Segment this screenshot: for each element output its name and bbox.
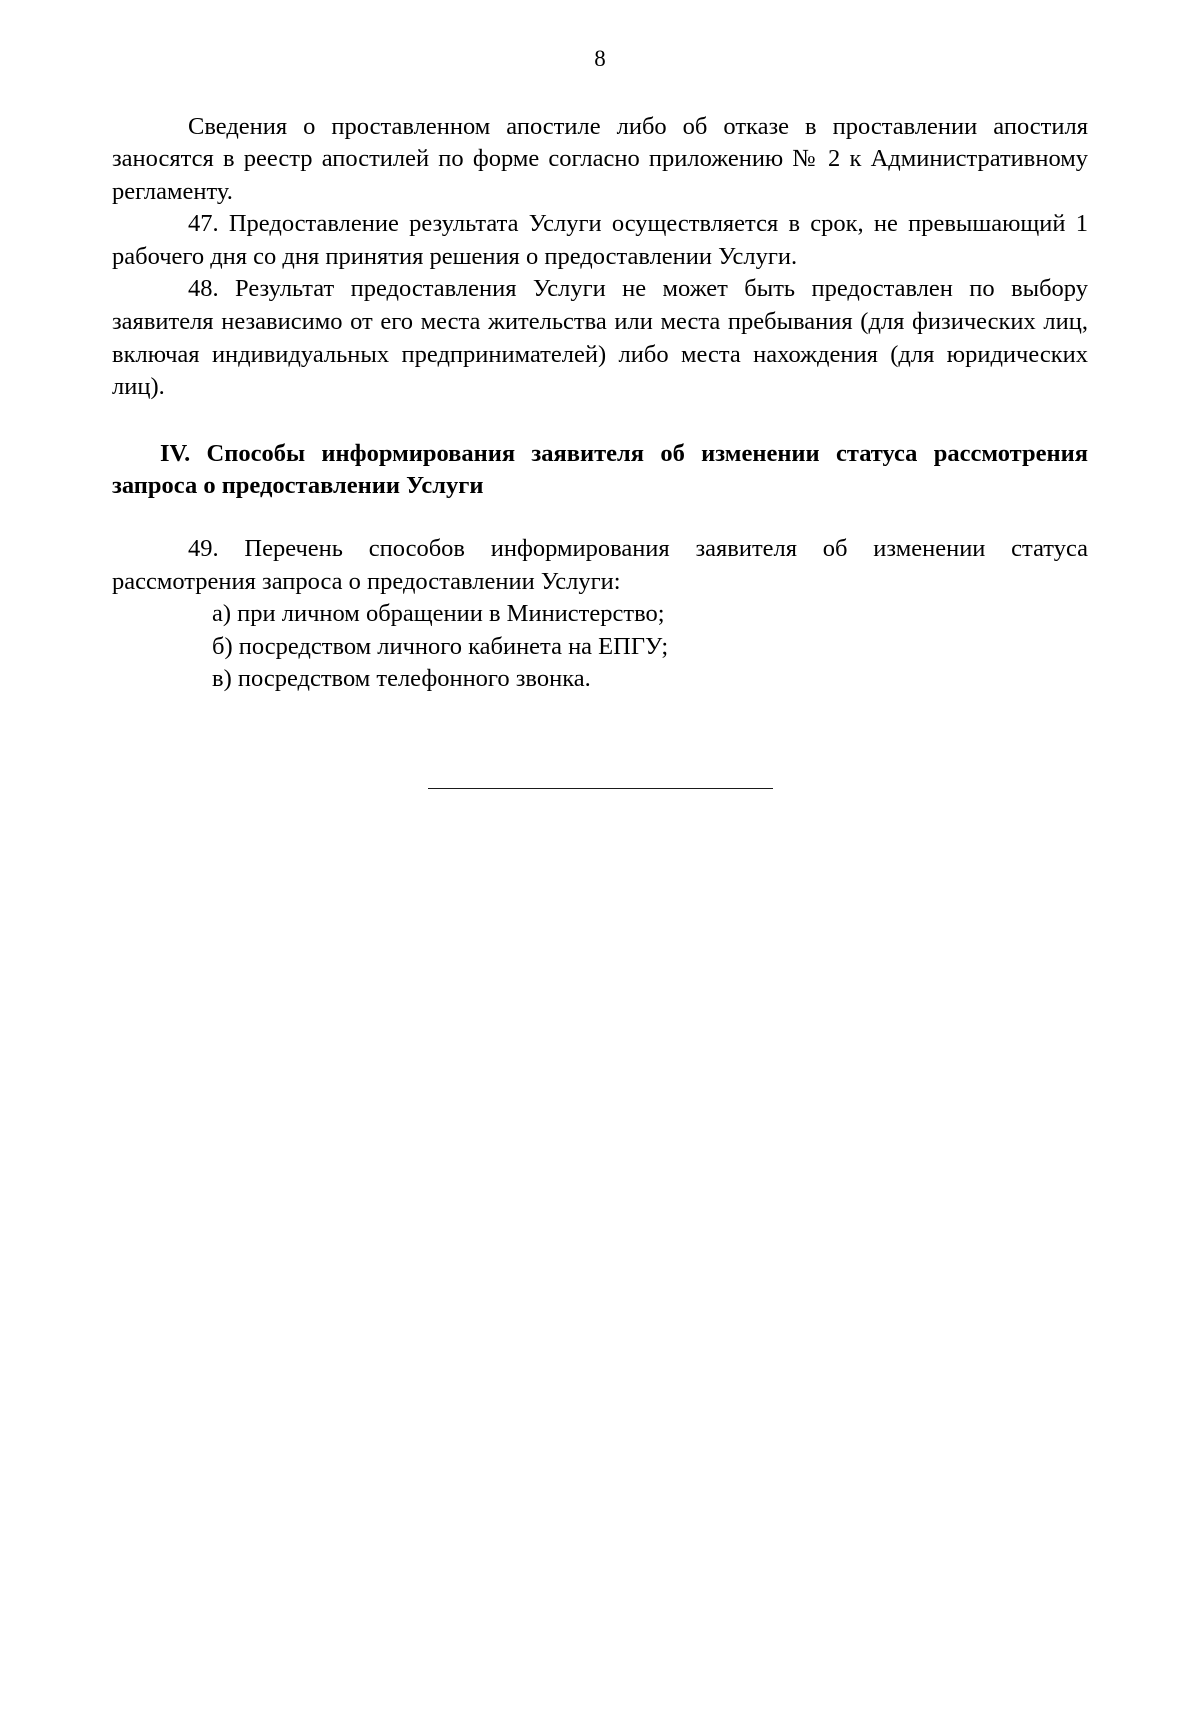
heading-spacer [112,503,1088,533]
section-heading-iv: IV. Способы информирования заявителя об изменении статуса рассмотрения запроса о предоставлении Услуги [112,439,1088,500]
paragraph-item-47: 47. Предоставление результата Услуги осуществляется в срок, не превышающий 1 рабочего дня со дня принятия решения о предоставлении Услуги. [112,210,1088,270]
document-body [112,111,1088,789]
section-divider-wrap [112,788,1088,789]
paragraph-apostille-registry: Сведения о проставленном апостиле либо об отказе в проставлении апостиля заносятся в реестр апостилей по форме согласно приложению № 2 к Административному регламенту. [112,112,1088,205]
paragraph-item-49: 49. Перечень способов информирования заявителя об изменении статуса рассмотрения запроса о предоставлении Услуги: [112,534,1088,595]
list-item: б) посредством личного кабинета на ЕПГУ; [212,632,669,660]
list-item: а) при личном обращении в Министерство; [212,600,665,628]
page-number: 8 [594,46,606,71]
paragraph-item-48: 48. Результат предоставления Услуги не может быть предоставлен по выбору заявителя независимо от его места жительства или места пребывания (для физических лиц, включая индивидуальных предпринимателей) либо места нахождения (для юридических лиц). [112,275,1088,401]
section-divider [428,788,773,789]
list-item: в) посредством телефонного звонка. [212,665,591,693]
